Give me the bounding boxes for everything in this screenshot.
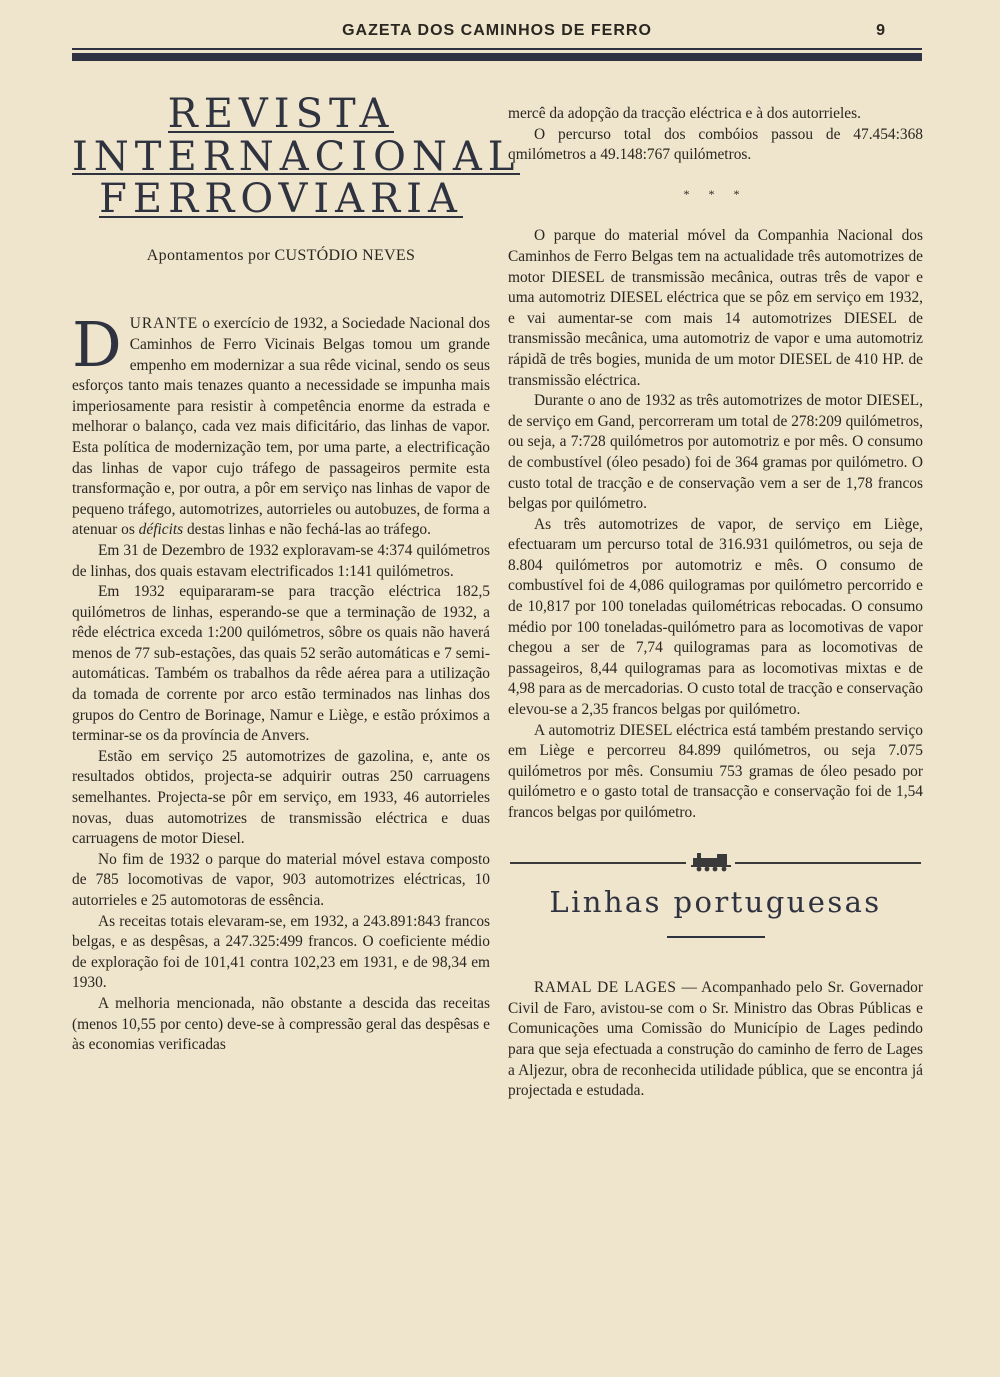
left-column: [72, 91, 521, 1056]
asterism: * * *: [683, 186, 748, 201]
ramal-text: — Acompanhado pelo Sr. Governador Civil de Faro, avistou-se com o Sr. Ministro das Obras Públicas e Comunicações uma Comissão do Município de Lages pedindo para que seja efectuada a construção do caminho de ferro de Lages a Aljezur, obra de reconhecida utilidade pública, que se encontra já projectada e estudada.: [508, 979, 923, 1100]
locomotive-icon: [691, 852, 733, 872]
section-divider: [508, 850, 923, 874]
section-title-rule: [667, 936, 765, 938]
paragraph-1: [72, 308, 490, 541]
title-line-ferroviaria: FERROVIARIA: [99, 176, 463, 223]
paragraph-diesel: A automotriz DIESEL eléctrica está também prestando serviço em Liège e percorreu 84.899 quilómetros, ou seja 7.075 quilómetros por mês. Consumiu 753 gramas de óleo pesado por quilómetro e o gasto total de transacção e conservação foi de 1,54 francos belgas por quilómetro.: [508, 721, 923, 821]
page-number: 9: [876, 22, 886, 39]
paragraph-1-text: o exercício de 1932, a Sociedade Nacional dos Caminhos de Ferro Vicinais Belgas tomou um grande empenho em modernizar a sua rêde vicinal, sendo os seus esforços tanto mais tenazes quanto a necessidade se impunha mais imperiosamente para resistir à competência enorme da estrada e melhorar o balanço, cada vez mais dificitário, das linhas de vapor. Esta política de modernização tem, por uma parte, a electrificação das linhas de vapor cujo tráfego de passageiros permite esta transformação e, por outra, a pôr em serviço nas linhas de vapor de pequeno tráfego, automotrizes, autorrieles ou autobuzes, de forma a atenuar os: [72, 315, 490, 539]
byline: Apontamentos por CUSTÓDIO NEVES: [146, 246, 416, 264]
lead-word: URANTE: [129, 315, 199, 333]
journal-title: GAZETA DOS CAMINHOS DE FERRO: [342, 22, 652, 39]
paragraph-1-italic: déficits: [138, 521, 184, 539]
section-title: Linhas portuguesas: [549, 884, 882, 919]
right-column: [508, 104, 923, 1102]
paragraph-2: Em 31 de Dezembro de 1932 exploravam-se 4:374 quilómetros de linhas, dos quais estavam electrificados 1:141 quilómetros.: [72, 541, 490, 580]
paragraph-percurso: O percurso total dos combóios passou de 47.454:368 qmilómetros a 49.148:767 quilómetros.: [508, 125, 923, 164]
paragraph-1-end: destas linhas e não fechá-las ao tráfego.: [183, 521, 431, 539]
article-masthead: [72, 91, 521, 223]
paragraph-4: Estão em serviço 25 automotrizes de gazolina, e, ante os resultados obtidos, projecta-se adquirir outras 250 carruagens semelhantes. Projecta-se pôr em serviço, em 1933, 46 autorrieles novas, duas automotrizes de transmissão eléctrica e duas carruagens de motor Diesel.: [72, 747, 490, 848]
header-thick-rule: [72, 53, 922, 61]
title-line-revista: REVISTA: [167, 91, 395, 137]
ramal-heading: RAMAL DE LAGES: [534, 979, 677, 997]
paragraph-liege: As três automotrizes de vapor, de serviço em Liège, efectuaram um percurso total de 316.931 quilómetros, ou seja de 8.804 quilómetros por automotriz e mês. O consumo de combustível foi de 4,086 quilogramas por quilómetro percorrido e de 10,817 por 100 toneladas quilométricas rebocadas. O consumo médio por 100 toneladas-quilómetro para as locomotivas de vapor chegou a ser de 7,74 quilogramas para as locomotivas de passageiros, 8,44 quilogramas para as locomotivas mixtas e de 4,98 para as de mercadorias. O custo total de tracção e conservação elevou-se a 2,35 francos belgas por quilómetro.: [508, 515, 923, 719]
paragraph-5: No fim de 1932 o parque do material móvel estava composto de 785 locomotivas de vapor, 903 automotrizes eléctricas, 10 autorrieles e 25 automotoras de essência.: [72, 850, 490, 909]
paragraph-7: A melhoria mencionada, não obstante a descida das receitas (menos 10,55 por cento) deve-se à compressão geral das despêsas e às economias verificadas: [72, 994, 490, 1054]
paragraph-parque: O parque do material móvel da Companhia Nacional dos Caminhos de Ferro Belgas tem na actualidade três automotrizes de motor DIESEL de transmissão mecânica, outras três de vapor e uma automotriz DIESEL eléctrica que se pôz em serviço em 1932, e vai aumentar-se com mais 14 automotrizes DIESEL de transmissão mecânica, uma automotriz de vapor e uma automotriz rápidã de três bogies, munida de um motor DIESEL de 410 HP. de transmissão eléctrica.: [508, 227, 923, 389]
divider-line-left: [510, 862, 686, 864]
paragraph-3: Em 1932 equipararam-se para tracção eléctrica 182,5 quilómetros de linhas, esperando-se que a terminação de 1932, a rêde eléctrica exceda 1:200 quilómetros, sôbre os quais não haverá menos de 77 sub-estações, das quais 52 serão automáticas e 7 semi-automáticas. Também os trabalhos da rêde aérea para a utilização da tomada de corrente por arco estão terminados nas linhas dos grupos do Centro de Borinage, Namur e Liège, e estão próximos a terminar-se os da província de Anvers.: [72, 583, 490, 745]
paragraph-gand: Durante o ano de 1932 as três automotrizes de motor DIESEL, de serviço em Gand, percorreram um total de 278:209 quilómetros, ou seja, a 7:728 quilómetros por automotriz e por mês. O consumo de combustível (óleo pesado) foi de 364 gramas por quilómetro. O custo total de tracção e de conservação vem a ser de 1,78 francos belgas por quilómetro.: [508, 392, 923, 513]
drop-cap: D: [72, 308, 122, 382]
paragraph-6: As receitas totais elevaram-se, em 1932, a 243.891:843 francos belgas, e as despêsas, a 247.325:499 francos. O coeficiente médio de exploração foi de 101,41 contra 102,23 em 1931, e de 98,34 em 1930.: [72, 912, 490, 992]
paragraph-continued: mercê da adopção da tracção eléctrica e à dos autorrieles.: [508, 105, 861, 122]
paragraph-ramal: [508, 978, 923, 1102]
header-thin-rule: [72, 48, 922, 50]
title-line-internacional: INTERNACIONAL: [72, 133, 521, 180]
running-head: [72, 20, 922, 46]
divider-line-right: [735, 862, 921, 864]
